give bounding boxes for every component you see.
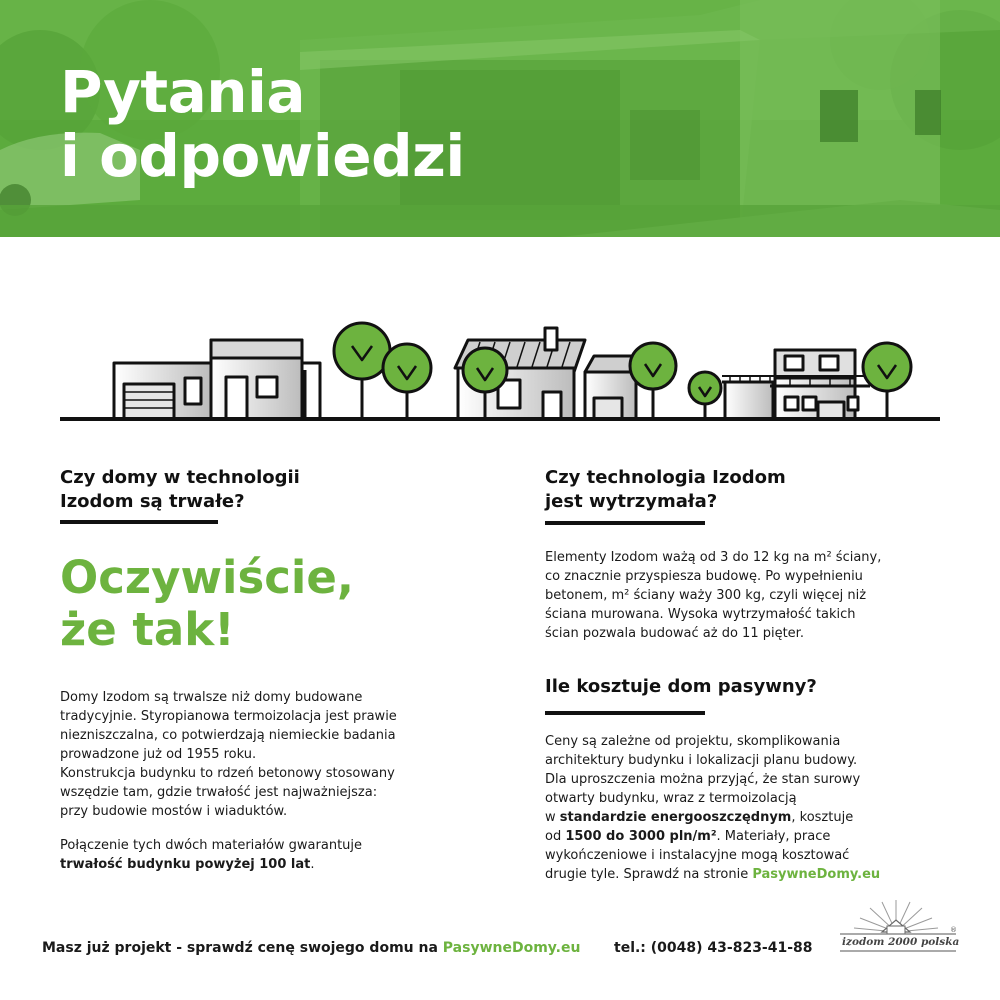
question-cost-line: Ile kosztuje dom pasywny? [545,676,817,697]
answer-headline [60,552,354,656]
cost-check-text: drugie tyle. Sprawdź na stronie [545,867,753,882]
question-durability-line1: Czy domy w technologii [60,467,300,488]
answer-headline-line2: że tak! [60,603,235,656]
cost-standard-bold: standardzie energooszczędnym [559,810,792,825]
header-banner [0,0,1000,237]
paragraph-line: ścian pozwala budować aż do 11 pięter. [545,626,804,641]
paragraph-line: ściana murowana. Wysoka wytrzymałość takich [545,607,856,622]
footer-cta-link[interactable]: PasywneDomy.eu [442,940,581,956]
paragraph-line: Dla uproszczenia można przyjąć, że stan surowy [545,772,861,787]
paragraph-line [60,855,362,874]
paragraph-line: co znacznie przyspiesza budowę. Po wypełnieniu [545,569,863,584]
registered-mark: ® [950,926,957,934]
guarantee-end: . [310,857,315,872]
paragraph-line [545,865,880,884]
divider-right-1 [545,521,705,525]
guarantee-bold: trwałość budynku powyżej 100 lat [60,857,311,872]
question-durability [60,466,300,514]
question-strength-line2: jest wytrzymała? [545,491,718,512]
cost-after-price: . Materiały, prace [716,829,831,844]
paragraph-line: Domy Izodom są trwalsze niż domy budowane [60,690,363,705]
cost-price-bold: 1500 do 3000 pln/m² [565,829,717,844]
strength-paragraph [545,548,881,643]
sunrise-logo-icon [838,898,960,960]
divider-right-2 [545,711,705,715]
paragraph-line: niezniszczalna, co potwierdzają niemieckie badania [60,728,396,743]
question-strength-line1: Czy technologia Izodom [545,467,786,488]
question-cost [545,675,817,699]
paragraph-line: tradycyjnie. Styropianowa termoizolacja jest prawie [60,709,397,724]
paragraph-line: Konstrukcja budynku to rdzeń betonowy stosowany [60,766,395,781]
paragraph-line: przy budowie mostów i wiaduktów. [60,804,288,819]
guarantee-paragraph [60,836,362,874]
paragraph-line: architektury budynku i lokalizacji planu budowy. [545,753,858,768]
logo-text: izodom 2000 polska [842,936,960,948]
cost-after-standard: , kosztuje [791,810,854,825]
paragraph-line [545,808,880,827]
paragraph-line: Połączenie tych dwóch materiałów gwarantuje [60,838,363,853]
cost-od: od [545,829,566,844]
paragraph-line: wykończeniowe i instalacyjne mogą kosztować [545,848,850,863]
cost-w: w [545,810,560,825]
divider-left [60,520,218,524]
question-durability-line2: Izodom są trwałe? [60,491,245,512]
paragraph-line: Elementy Izodom ważą od 3 do 12 kg na m² ściany, [545,550,882,565]
answer-headline-line1: Oczywiście, [60,551,354,604]
page-title-line2: i odpowiedzi [60,122,465,190]
paragraph-line [545,827,880,846]
izodom-logo [838,898,960,960]
page-title [60,60,465,188]
paragraph-line: otwarty budynku, wraz z termoizolacją [545,791,797,806]
paragraph-line: betonem, m² ściany waży 300 kg, czyli więcej niż [545,588,867,603]
footer-cta-text: Masz już projekt - sprawdź cenę swojego domu na [42,940,443,956]
page-title-line1: Pytania [60,58,306,126]
paragraph-line: prowadzone już od 1955 roku. [60,747,257,762]
paragraph-line: wszędzie tam, gdzie trwałość jest najważniejsza: [60,785,378,800]
question-strength [545,466,786,514]
cost-paragraph [545,732,880,884]
paragraph-line: Ceny są zależne od projektu, skomplikowania [545,734,841,749]
durability-paragraph [60,688,397,821]
footer-phone: tel.: (0048) 43-823-41-88 [614,940,813,956]
houses-illustration [0,300,1000,430]
pasywne-domy-link[interactable]: PasywneDomy.eu [752,867,881,882]
footer-cta [42,940,580,956]
